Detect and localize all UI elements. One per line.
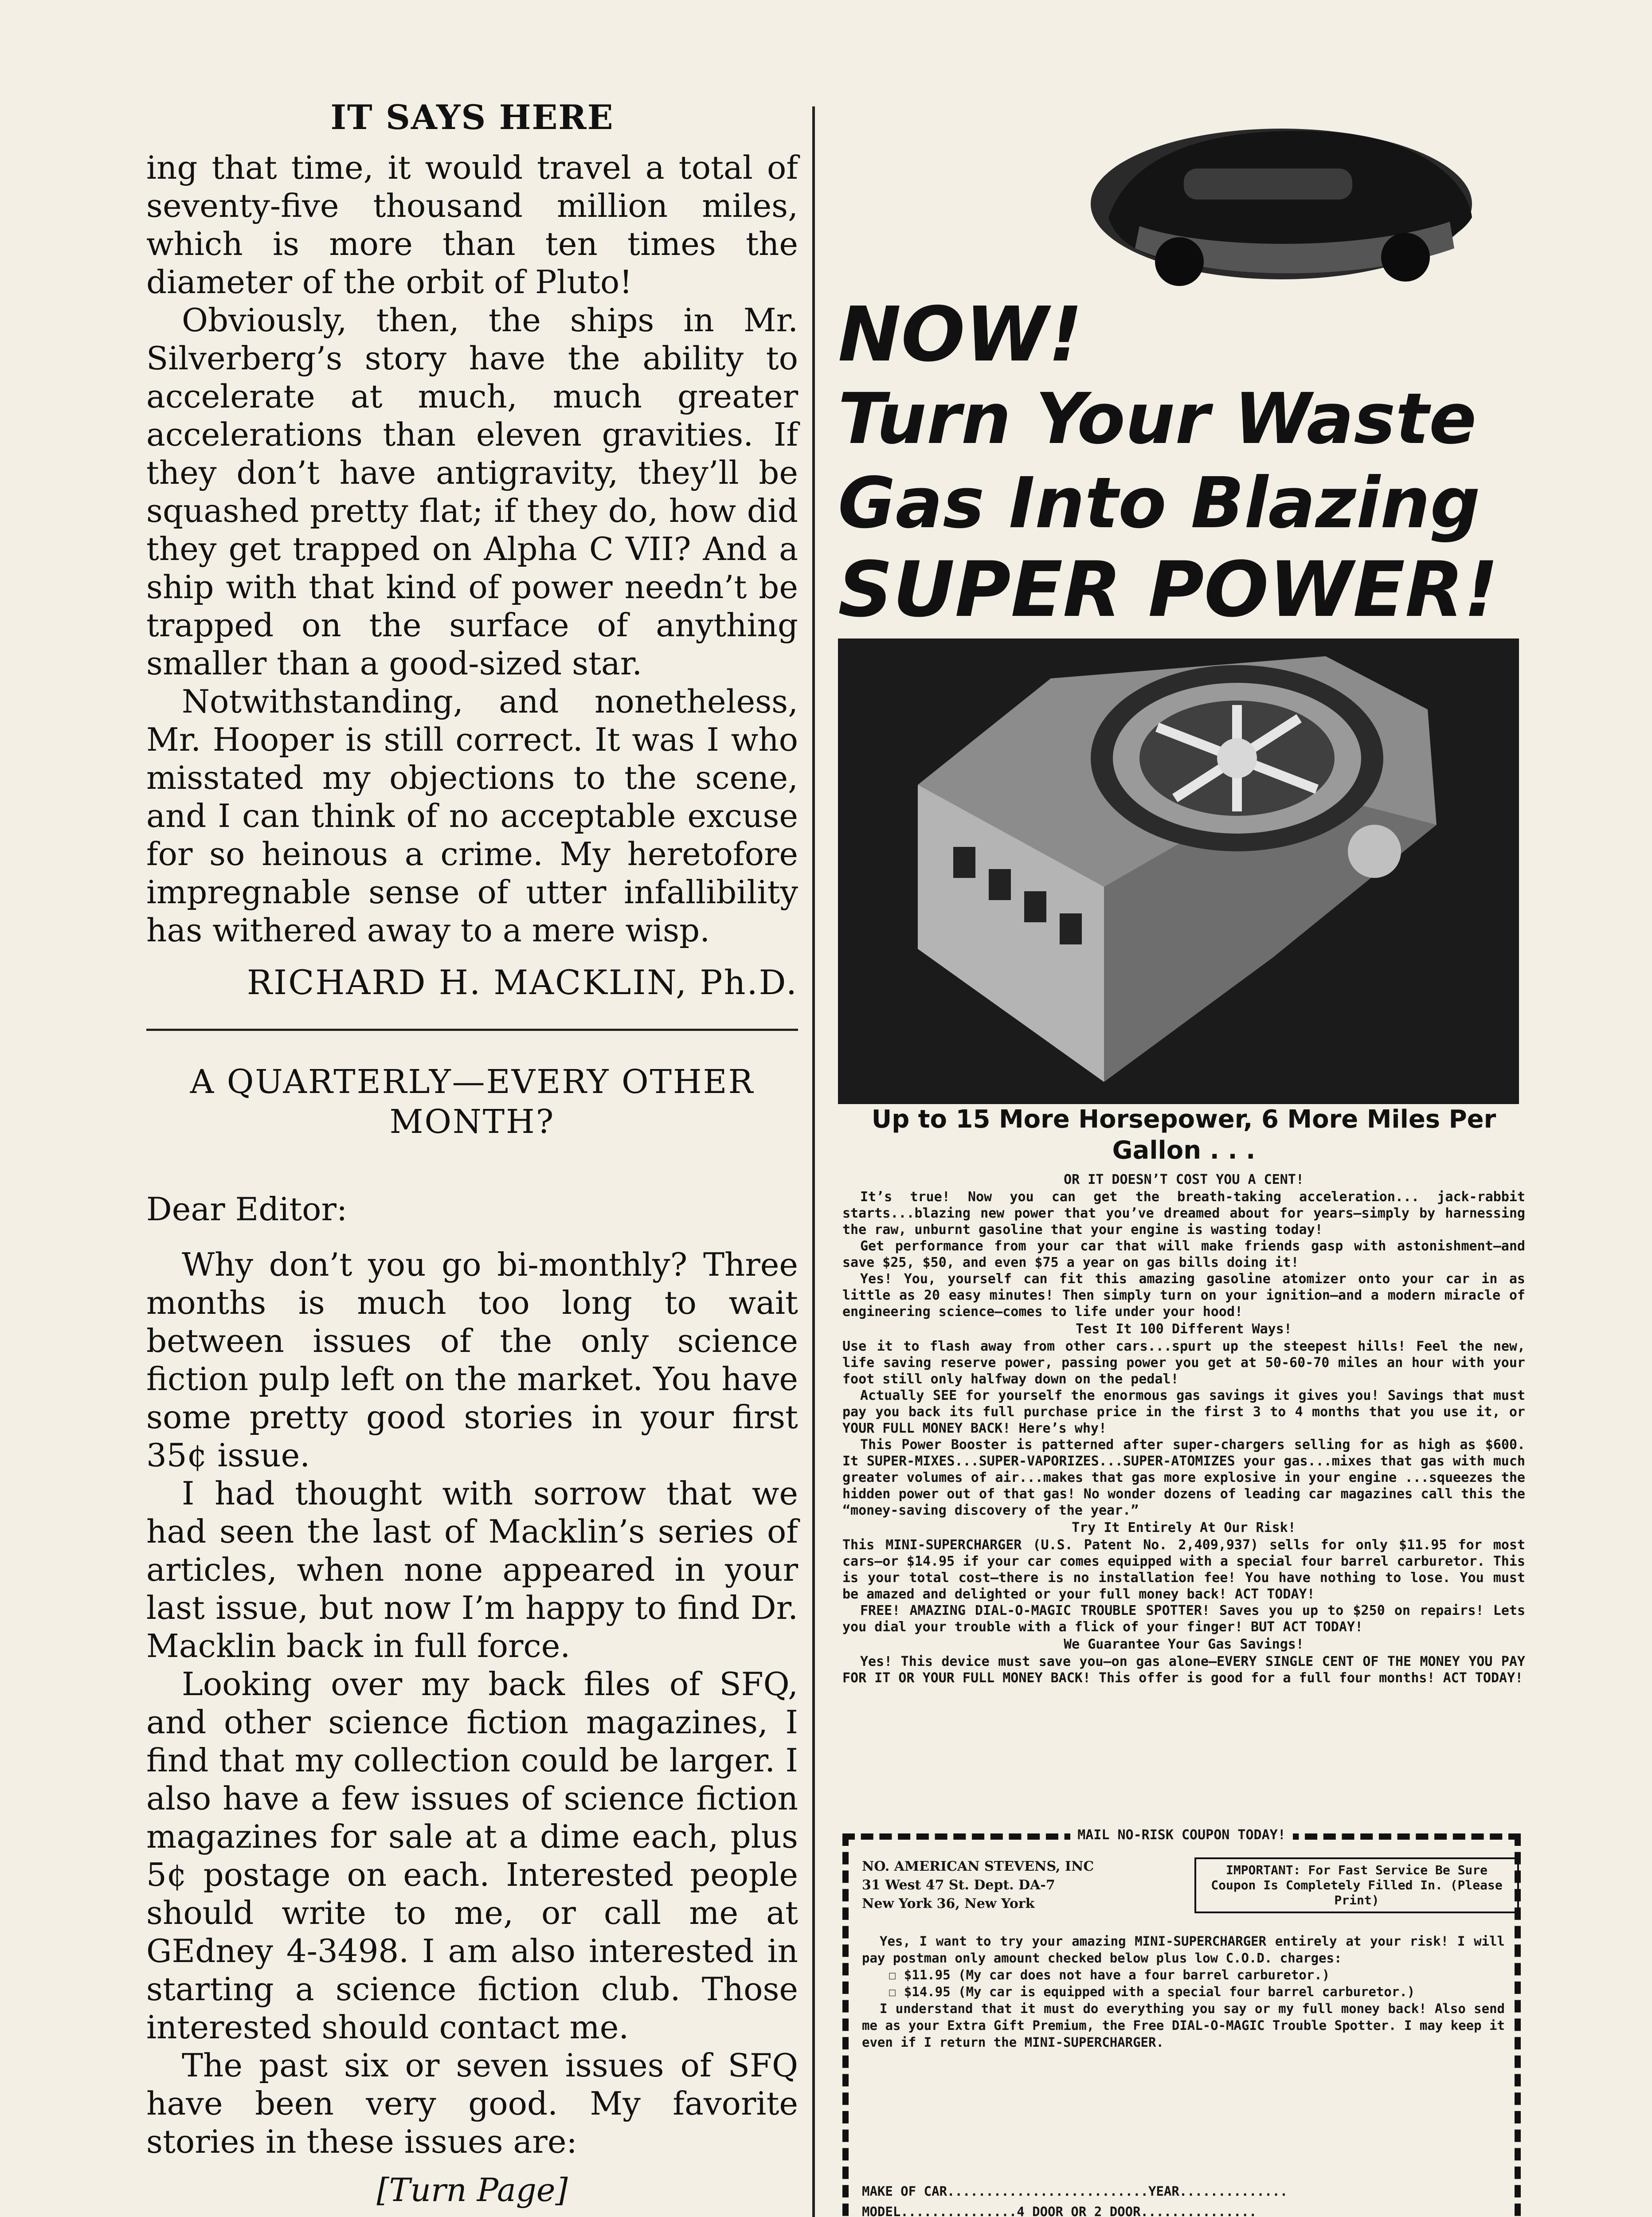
ad-subhead: Up to 15 More Horsepower, 6 More Miles Per Gallon . . . [871,1105,1496,1165]
car-photo [1069,115,1494,306]
letter-paragraph: Notwithstanding, and nonetheless, Mr. Hooper is still correct. It was I who misstated my objections to the scene, and I can think of no acceptable excuse for so heinous a crime. My heretofore impregnable sense of utter infallibility has withered away to a mere wisp. [146,683,798,949]
letter-paragraph: Why don’t you go bi-monthly? Three months is much too long to wait between issues of the only science fiction pulp left on the market. You have some pretty good stories in your first 35¢ issue. [146,1246,798,1474]
column-rule [812,106,815,2217]
letter-paragraph: Obviously, then, the ships in Mr. Silverberg’s story have the ability to accelerate at much, much greater accelerations than eleven gravities. If they don’t have antigravity, they’ll be squashed pretty flat; if they do, how did they get trapped on Alpha C VII? And a ship with that kind of power needn’t be trapped on the surface of anything smaller than a good-sized star. [146,302,798,682]
letter-paragraph: The past six or seven issues of SFQ have been very good. My favorite stories in these issues are: [146,2047,798,2160]
ad-paragraph: Test It 100 Different Ways! [1076,1321,1292,1337]
headline-line: Turn Your Waste [838,378,1477,460]
ad-headline [838,293,1530,634]
price-option-checkbox[interactable]: ☐ $14.95 (My car is equipped with a special four barrel carburetor.) [889,1984,1415,1999]
letters-column [146,89,798,2209]
ad-body-copy [842,1171,1525,1686]
letter-paragraph: ing that time, it would travel a total of seventy-five thousand million miles, which is more than ten times the diameter of the orbit of Pluto! [146,149,798,301]
letter-paragraph: I had thought with sorrow that we had seen the last of Macklin’s series of articles, when none appeared in your last issue, but now I’m happy to find Dr. Macklin back in full force. [146,1475,798,1665]
ad-paragraph: This Power Booster is patterned after super-chargers selling for as high as $600. It SUPER-MIXES...SUPER-VAPORIZES...SUPER-ATOMIZES your gas...mixes that gas with much greater volumes of air...makes that gas more explosive in your engine ...squeezes the hidden power out of that gas! No wonder dozens of leading car magazines call this the “money-saving discovery of the year.” [842,1437,1525,1518]
coupon-important-box: IMPORTANT: For Fast Service Be Sure Coupon Is Completely Filled In. (Please Print) [1194,1857,1519,1913]
turn-page-note: [Turn Page] [376,2171,568,2209]
coupon-field[interactable]: MODEL...............4 DOOR OR 2 DOOR............... [862,2204,1257,2217]
ad-paragraph: Yes! You, yourself can fit this amazing gasoline atomizer onto your car in as little as 20 easy minutes! Then simply turn on your ignition—and a modern miracle of engineering science—comes to life under your hood! [842,1271,1525,1320]
letter-signature: RICHARD H. MACKLIN, Ph.D. [247,963,798,1002]
section-divider [146,1029,798,1031]
ad-paragraph: Get performance from your car that will make friends gasp with astonishment—and save $25, $50, and even $75 a year on gas bills doing it! [842,1238,1525,1270]
running-head: IT SAYS HERE [330,98,614,137]
coupon-address: NO. AMERICAN STEVENS, INC 31 West 47 St. Dept. DA-7 New York 36, New York [862,1859,1094,1911]
ad-paragraph: Yes! This device must save you—on gas alone—EVERY SINGLE CENT OF THE MONEY YOU PAY FOR IT OR YOUR FULL MONEY BACK! This offer is good for a full four months! ACT TODAY! [842,1654,1525,1686]
ad-paragraph: Use it to flash away from other cars...spurt up the steepest hills! Feel the new, life saving reserve power, passing power you get at 50-60-70 miles an hour with your foot still only halfway down on the pedal! [842,1339,1525,1387]
ad-paragraph: FREE! AMAZING DIAL-O-MAGIC TROUBLE SPOTTER! Saves you up to $250 on repairs! Lets you dial your trouble with a flick of your finger! BUT ACT TODAY! [842,1603,1525,1635]
ad-paragraph: We Guarantee Your Gas Savings! [1064,1637,1304,1652]
headline-line: NOW! [838,291,1083,379]
coupon-title: MAIL NO-RISK COUPON TODAY! [849,1826,1515,1844]
salutation: Dear Editor: [146,1191,348,1228]
order-coupon[interactable] [842,1827,1521,2217]
letter-paragraph: Looking over my back files of SFQ, and other science fiction magazines, I find that my collection could be larger. I also have a few issues of science fiction magazines for sale at a dime each, plus 5¢ postage on each. Interested people should write to me, or call me at GEdney 4-3498. I am also interested in starting a science fiction club. Those interested should contact me. [146,1665,798,2046]
letter-title: A QUARTERLY—EVERY OTHER MONTH? [190,1063,755,1141]
headline-line: SUPER POWER! [838,545,1499,634]
supercharger-photo [838,638,1519,1104]
coupon-form-fields[interactable] [862,2181,1505,2217]
ad-paragraph: It’s true! Now you can get the breath-taking acceleration... jack-rabbit starts...blazing new power that you’ve dreamed about for years—simply by harnessing the raw, unburnt gasoline that your engine is wasting today! [842,1189,1525,1238]
ad-paragraph: Try It Entirely At Our Risk! [1072,1520,1296,1535]
ad-paragraph: Actually SEE for yourself the enormous gas savings it gives you! Savings that must pay you back its full purchase price in the first 3 to 4 months that you use it, or YOUR FULL MONEY BACK! Here’s why! [842,1388,1525,1436]
coupon-field[interactable]: MAKE OF CAR..........................YEAR.............. [862,2184,1288,2199]
ad-paragraph: OR IT DOESN’T COST YOU A CENT! [1064,1172,1304,1187]
coupon-terms: Yes, I want to try your amazing MINI-SUPERCHARGER entirely at your risk! I will pay postman only amount checked below plus low C.O.D. charges: ☐ $11.95 (My car does not have a four barrel carburetor.) ☐ $14.95 (My car is equipped with a special four barrel carburetor.) I understand that it must do everything you say or my full money back! Also send me as your Extra Gift Premium, the Free DIAL-O-MAGIC Trouble Spotter. I may keep it even if I return the MINI-SUPERCHARGER. [862,1934,1505,2050]
price-option-checkbox[interactable]: ☐ $11.95 (My car does not have a four barrel carburetor.) [889,1967,1330,1982]
headline-line: Gas Into Blazing [838,462,1480,544]
ad-paragraph: This MINI-SUPERCHARGER (U.S. Patent No. 2,409,937) sells for only $11.95 for most cars—or $14.95 if your car comes equipped with a special four barrel carburetor. This is your total cost—there is no installation fee! You have nothing to lose. You must be amazed and delighted or your full money back! ACT TODAY! [842,1537,1525,1602]
